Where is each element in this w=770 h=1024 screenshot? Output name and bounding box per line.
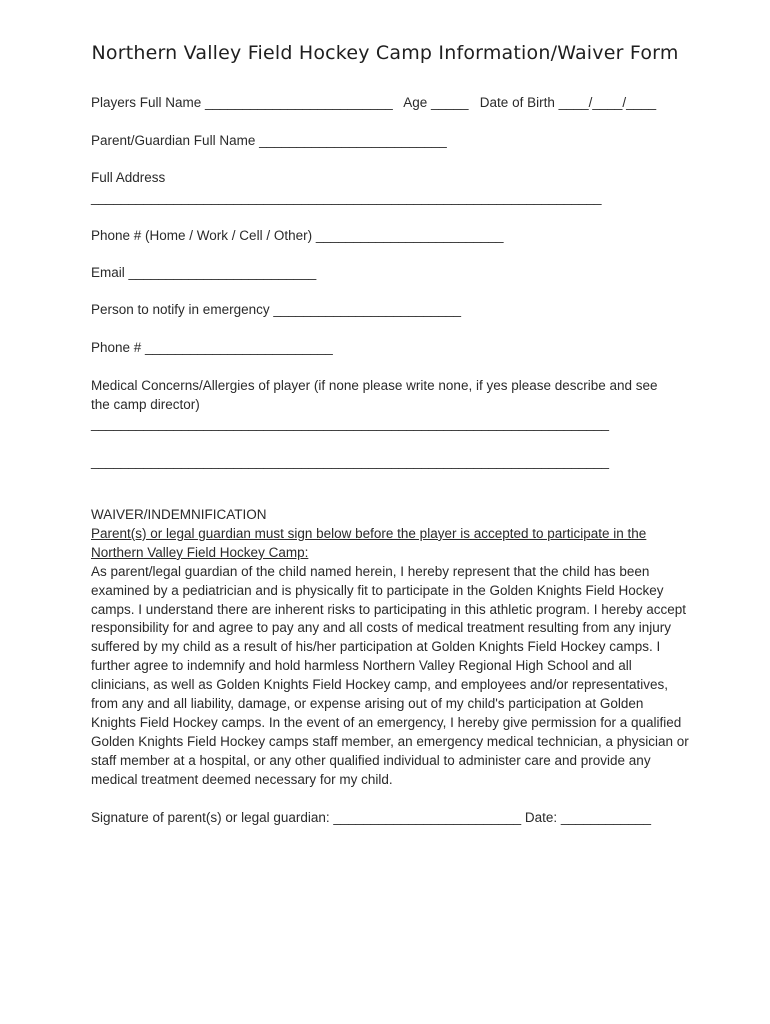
address-field-line: ____________________________________________________________________ [91, 190, 602, 205]
medical-label-line-2: the camp director) [91, 397, 200, 412]
emergency-phone-field: Phone # _________________________ [91, 340, 333, 355]
address-label: Full Address [91, 170, 166, 185]
emergency-person-field: Person to notify in emergency _________________________ [91, 302, 462, 317]
parent-name-field: Parent/Guardian Full Name _________________________ [91, 133, 447, 148]
medical-label-line-1: Medical Concerns/Allergies of player (if none please write none, if yes please describe and see [91, 378, 658, 393]
waiver-body: As parent/legal guardian of the child named herein, I hereby represent that the child has been examined by a pediatrician and is physically fit to participate in the Golden Knights Field Hockey camps. I understand there are inherent risks to participating in this athletic program. I hereby accept responsibility for and agree to pay any and all costs of medical treatment resulting from any injury suffered by my child as a result of his/her participation at Golden Knights Field Hockey camps. I further agree to indemnify and hold harmless Northern Valley Regional High School and all clinicians, as well as Golden Knights Field Hockey camp, and employees and/or representatives, from any and all liability, damage, or expense arising out of my child's participation at Golden Knights Field Hockey camps. In the event of an emergency, I hereby give permission for a qualified Golden Knights Field Hockey camps staff member, an emergency medical technician, a physician or staff member at a hospital, or any other qualified individual to administer care and provide any medical treatment deemed necessary for my child. [91, 563, 689, 787]
signature-date-line: Signature of parent(s) or legal guardian: _________________________ Date: ____________ [91, 810, 651, 825]
player-info-row: Players Full Name _________________________ Age _____ Date of Birth ____/____/____ [91, 95, 657, 110]
medical-field-line-1: _____________________________________________________________________ [91, 416, 610, 431]
waiver-section [91, 506, 691, 790]
phone-field: Phone # (Home / Work / Cell / Other) _________________________ [91, 228, 504, 243]
medical-field-line-2: _____________________________________________________________________ [91, 454, 610, 469]
waiver-notice: Parent(s) or legal guardian must sign below before the player is accepted to participate in the Northern Valley Field Hockey Camp: [91, 525, 647, 560]
email-field: Email _________________________ [91, 265, 317, 280]
page-title: Northern Valley Field Hockey Camp Information/Waiver Form [91, 42, 679, 64]
waiver-heading: WAIVER/INDEMNIFICATION [91, 507, 267, 522]
